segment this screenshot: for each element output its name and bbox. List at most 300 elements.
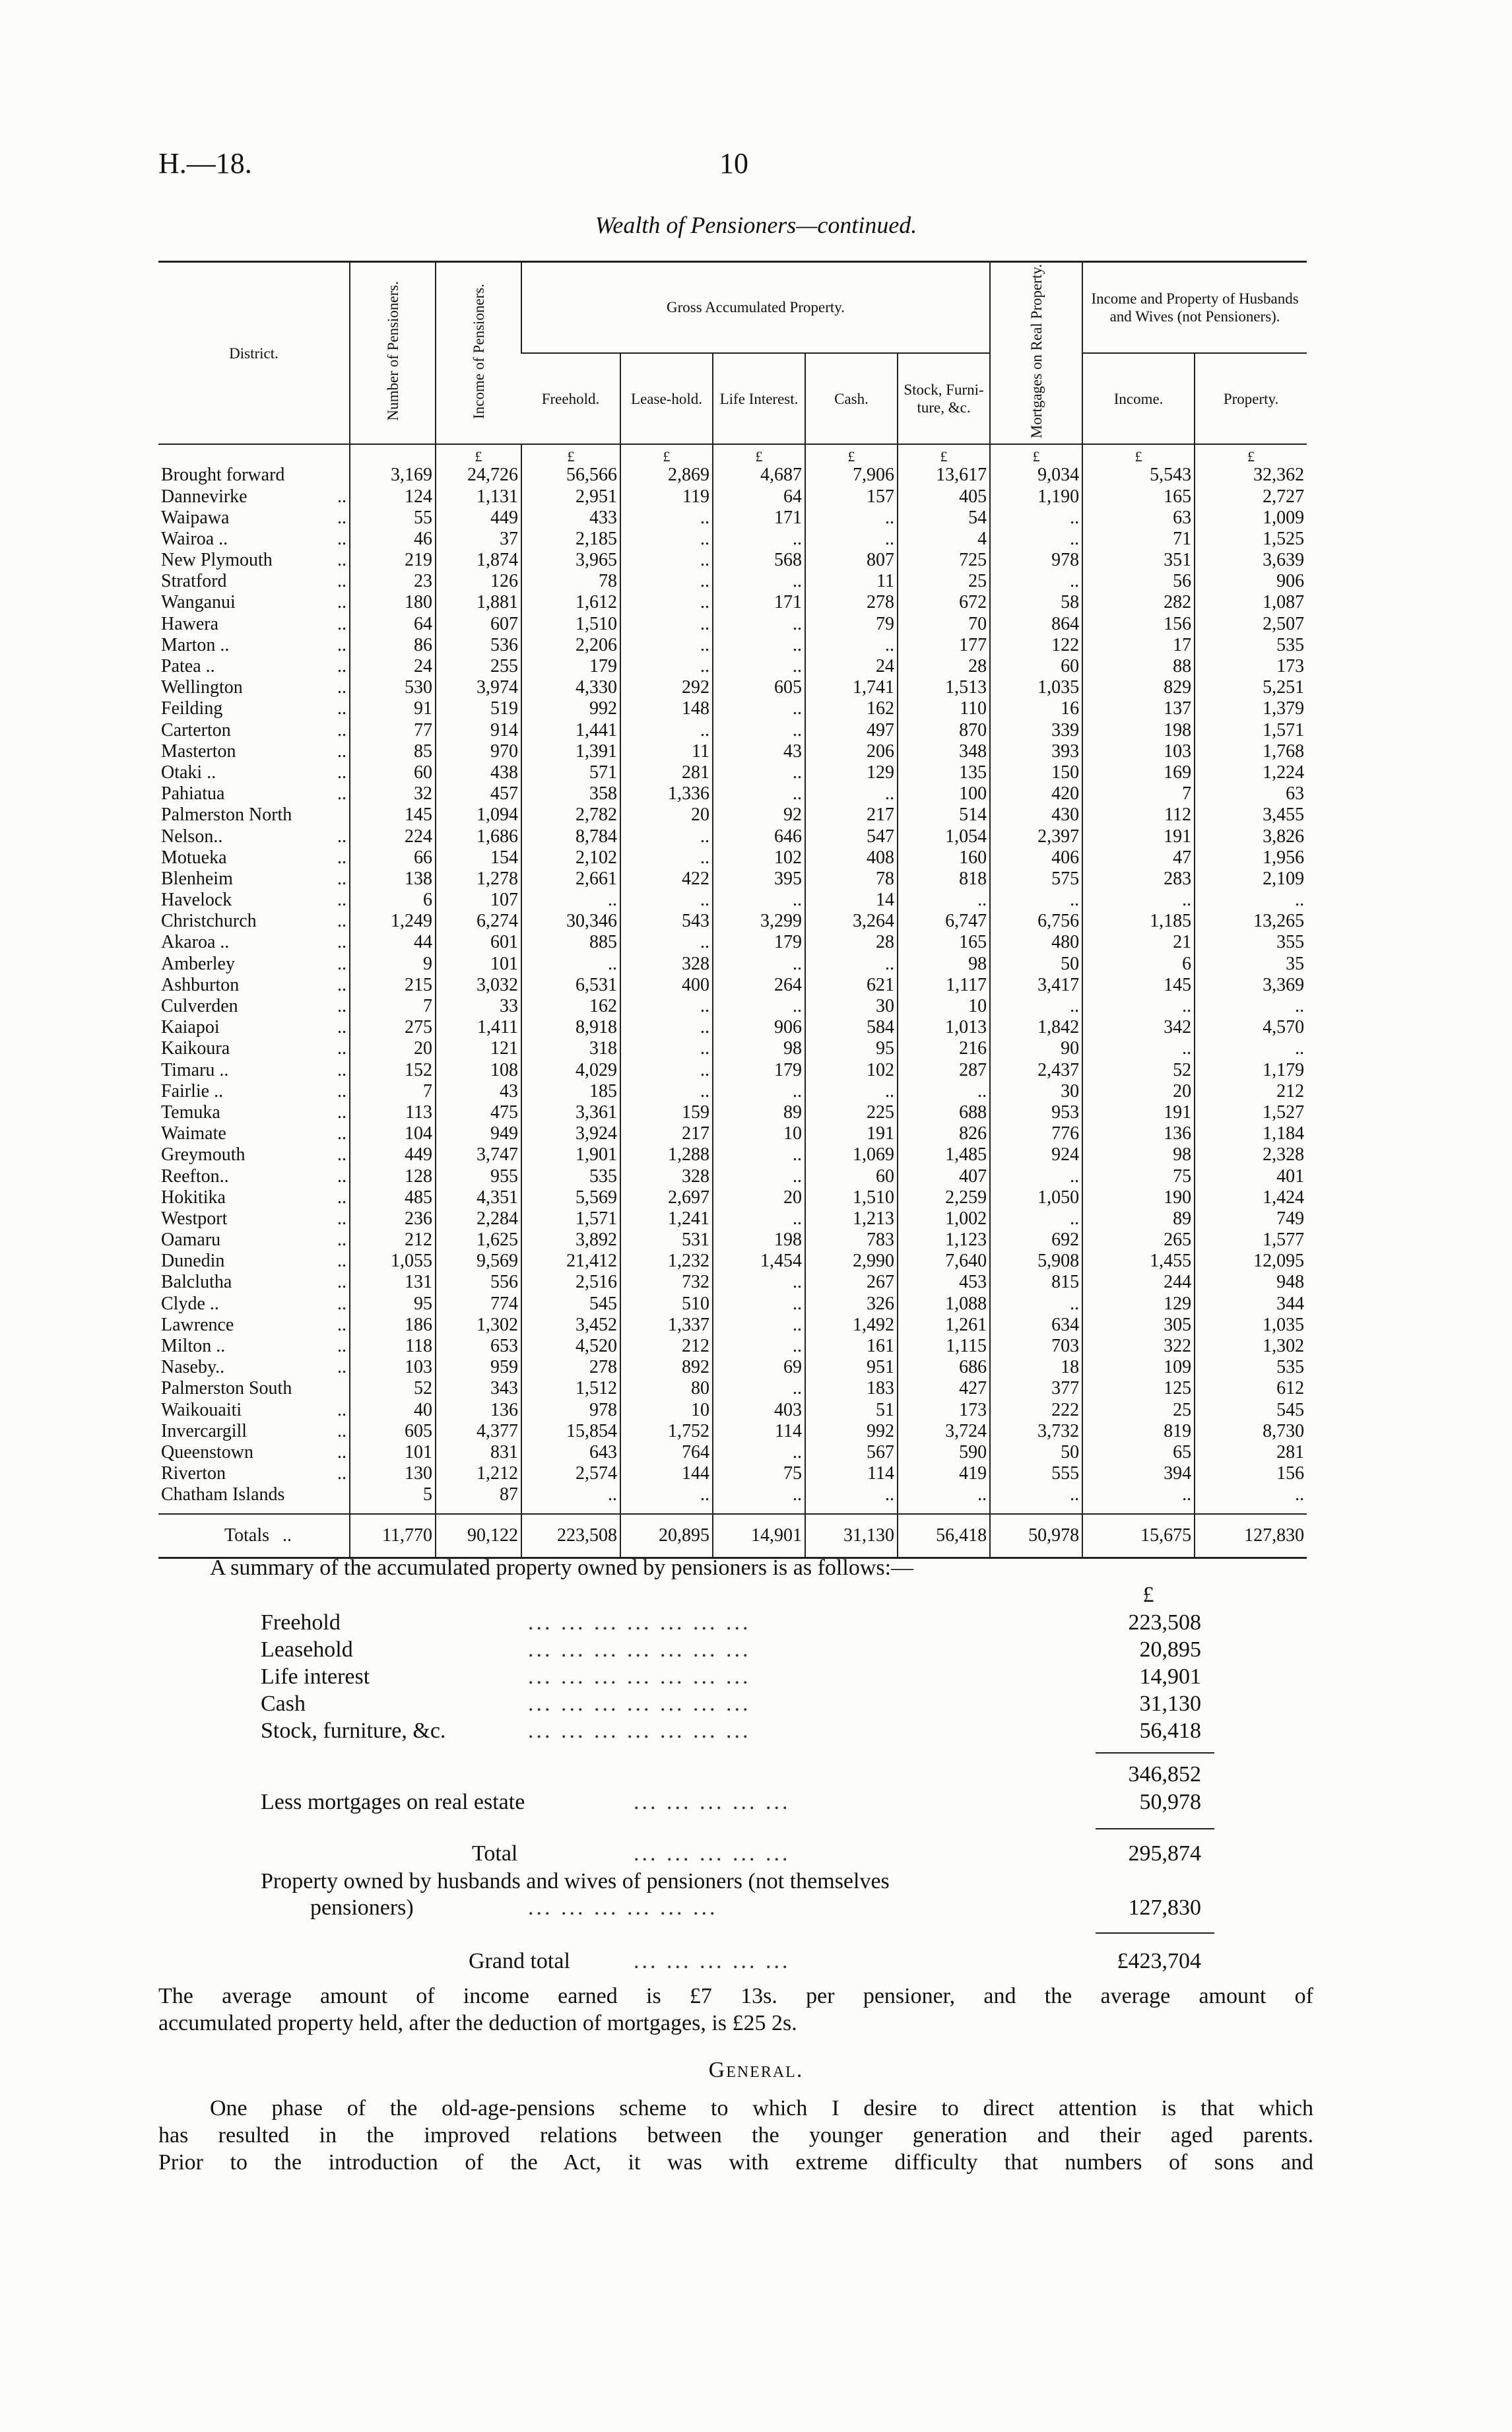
table-row bbox=[158, 783, 1307, 805]
district-leader-dots: .. bbox=[337, 1230, 346, 1251]
total-label: Total bbox=[472, 1841, 518, 1866]
value-cell: 35 bbox=[1195, 954, 1307, 975]
table-row bbox=[158, 1230, 1307, 1251]
district-cell bbox=[158, 1294, 350, 1315]
value-cell: 355 bbox=[1195, 932, 1307, 953]
value-cell: 1,485 bbox=[898, 1144, 990, 1166]
husbands-value: 127,830 bbox=[1128, 1895, 1201, 1920]
value-cell: .. bbox=[713, 1315, 805, 1336]
value-cell: 56,566 bbox=[521, 465, 620, 486]
district-name: Otaki .. bbox=[161, 762, 216, 783]
value-cell: 543 bbox=[620, 911, 713, 932]
spacer-cell bbox=[158, 1505, 350, 1514]
caption-continued: —continued. bbox=[796, 212, 917, 238]
district-cell bbox=[158, 1187, 350, 1208]
value-cell: 328 bbox=[620, 1166, 713, 1187]
district-name: Wanganui bbox=[161, 592, 236, 613]
unit-cell: £ bbox=[436, 444, 521, 465]
value-cell: 3,455 bbox=[1195, 805, 1307, 826]
value-cell: 686 bbox=[898, 1357, 990, 1378]
value-cell: 287 bbox=[898, 1059, 990, 1080]
average-line-2: accumulated property held, after the deduction of mortgages, is £25 2s. bbox=[158, 2011, 797, 2035]
summary-intro: A summary of the accumulated property owned by pensioners is as follows:— bbox=[210, 1556, 914, 1580]
value-cell: 160 bbox=[898, 847, 990, 869]
value-cell: 2,507 bbox=[1195, 614, 1307, 635]
value-cell: 519 bbox=[436, 698, 521, 719]
value-cell: 173 bbox=[898, 1399, 990, 1420]
district-name: Waikouaiti bbox=[161, 1399, 242, 1420]
value-cell: 154 bbox=[436, 847, 521, 869]
table-row bbox=[158, 571, 1307, 592]
district-cell bbox=[158, 1336, 350, 1357]
value-cell: 4,687 bbox=[713, 465, 805, 486]
value-cell: 1,612 bbox=[521, 592, 620, 613]
district-name: Wairoa .. bbox=[161, 528, 228, 549]
value-cell: 169 bbox=[1082, 762, 1195, 783]
table-row bbox=[158, 1399, 1307, 1420]
value-cell: 1,901 bbox=[521, 1144, 620, 1166]
district-leader-dots: .. bbox=[337, 1251, 346, 1272]
value-cell: 1,752 bbox=[620, 1421, 713, 1442]
value-cell: 7,640 bbox=[898, 1251, 990, 1272]
table-row bbox=[158, 847, 1307, 869]
value-cell: 4 bbox=[898, 529, 990, 550]
value-cell: 732 bbox=[620, 1272, 713, 1293]
value-cell: .. bbox=[1082, 1038, 1195, 1059]
value-cell: 535 bbox=[521, 1166, 620, 1187]
value-cell: 1,117 bbox=[898, 975, 990, 996]
value-cell: 16 bbox=[990, 698, 1082, 719]
spacer-cell bbox=[990, 1505, 1082, 1514]
value-cell: 1,302 bbox=[1195, 1336, 1307, 1357]
district-cell bbox=[158, 890, 350, 911]
value-cell: 1,625 bbox=[436, 1230, 521, 1251]
value-cell: 475 bbox=[436, 1102, 521, 1123]
unit-cell: £ bbox=[620, 444, 713, 465]
value-cell: 159 bbox=[620, 1102, 713, 1123]
table-row bbox=[158, 741, 1307, 762]
value-cell: 2,697 bbox=[620, 1187, 713, 1208]
value-cell: 10 bbox=[620, 1399, 713, 1420]
district-leader-dots: .. bbox=[337, 1336, 346, 1357]
less-mortgages-value: 50,978 bbox=[1139, 1790, 1201, 1814]
table-row bbox=[158, 869, 1307, 890]
district-leader-dots: .. bbox=[337, 1017, 346, 1038]
value-cell: 165 bbox=[1082, 486, 1195, 507]
value-cell: 7 bbox=[1082, 783, 1195, 805]
table-row bbox=[158, 762, 1307, 783]
value-cell: .. bbox=[620, 1484, 713, 1505]
value-cell: 5,908 bbox=[990, 1251, 1082, 1272]
value-cell: 2,869 bbox=[620, 465, 713, 486]
table-row bbox=[158, 911, 1307, 932]
value-cell: 173 bbox=[1195, 656, 1307, 677]
value-cell: 3,369 bbox=[1195, 975, 1307, 996]
value-cell: 6 bbox=[1082, 954, 1195, 975]
value-cell: 776 bbox=[990, 1123, 1082, 1144]
district-name: Oamaru bbox=[161, 1230, 221, 1251]
value-cell: 136 bbox=[1082, 1123, 1195, 1144]
summary-item-label: Freehold bbox=[261, 1610, 341, 1635]
unit-cell: £ bbox=[713, 444, 805, 465]
value-cell: 91 bbox=[350, 698, 436, 719]
value-cell: 556 bbox=[436, 1272, 521, 1293]
table-row bbox=[158, 614, 1307, 635]
units-row bbox=[158, 444, 1307, 465]
district-leader-dots: .. bbox=[337, 826, 346, 847]
value-cell: 3,169 bbox=[350, 465, 436, 486]
value-cell: 23 bbox=[350, 571, 436, 592]
summary-currency: £ bbox=[1142, 1583, 1154, 1607]
value-cell: 2,397 bbox=[990, 826, 1082, 847]
value-cell: 906 bbox=[1195, 571, 1307, 592]
district-leader-dots: .. bbox=[337, 783, 346, 805]
district-leader-dots: .. bbox=[337, 762, 346, 783]
value-cell: 783 bbox=[805, 1230, 898, 1251]
district-name: Carterton bbox=[161, 719, 231, 740]
value-cell: 11 bbox=[620, 741, 713, 762]
table-caption bbox=[0, 211, 1512, 239]
value-cell: 85 bbox=[350, 741, 436, 762]
value-cell: 65 bbox=[1082, 1442, 1195, 1463]
district-leader-dots: .. bbox=[337, 1080, 346, 1101]
husbands-dots: ... ... ... ... ... ... bbox=[528, 1895, 718, 1920]
value-cell: 28 bbox=[805, 932, 898, 953]
value-cell: 672 bbox=[898, 592, 990, 613]
value-cell: 774 bbox=[436, 1294, 521, 1315]
value-cell: 156 bbox=[1082, 614, 1195, 635]
value-cell: .. bbox=[1082, 890, 1195, 911]
district-leader-dots: .. bbox=[337, 740, 346, 762]
value-cell: 1,571 bbox=[521, 1208, 620, 1230]
district-cell bbox=[158, 698, 350, 719]
district-cell bbox=[158, 677, 350, 698]
unit-cell: £ bbox=[898, 444, 990, 465]
table-row bbox=[158, 996, 1307, 1017]
unit-cell: £ bbox=[1195, 444, 1307, 465]
value-cell: 453 bbox=[898, 1272, 990, 1293]
value-cell: 52 bbox=[350, 1378, 436, 1399]
value-cell: 1,525 bbox=[1195, 529, 1307, 550]
value-cell: 135 bbox=[898, 762, 990, 783]
value-cell: 183 bbox=[805, 1378, 898, 1399]
value-cell: 215 bbox=[350, 975, 436, 996]
district-name: Blenheim bbox=[161, 868, 233, 889]
table-row bbox=[158, 1463, 1307, 1484]
value-cell: 497 bbox=[805, 719, 898, 740]
district-leader-dots: .. bbox=[337, 571, 346, 592]
value-cell: 358 bbox=[521, 783, 620, 805]
district-name: Milton .. bbox=[161, 1336, 226, 1357]
less-mortgages-label: Less mortgages on real estate bbox=[261, 1790, 525, 1814]
value-cell: 1,571 bbox=[1195, 719, 1307, 740]
value-cell: 1,302 bbox=[436, 1315, 521, 1336]
value-cell: 32 bbox=[350, 783, 436, 805]
value-cell: 545 bbox=[521, 1294, 620, 1315]
summary-item-value: 56,418 bbox=[1139, 1719, 1201, 1743]
value-cell: 1,232 bbox=[620, 1251, 713, 1272]
value-cell: .. bbox=[1082, 996, 1195, 1017]
value-cell: .. bbox=[1195, 996, 1307, 1017]
value-cell: 1,278 bbox=[436, 869, 521, 890]
value-cell: .. bbox=[1195, 1484, 1307, 1505]
value-cell: 278 bbox=[805, 592, 898, 613]
value-cell: 78 bbox=[521, 571, 620, 592]
value-cell: 1,288 bbox=[620, 1144, 713, 1166]
value-cell: 1,881 bbox=[436, 592, 521, 613]
value-cell: .. bbox=[620, 550, 713, 571]
value-cell: 1,527 bbox=[1195, 1102, 1307, 1123]
unit-cell: £ bbox=[990, 444, 1082, 465]
page-reference: H.—18. bbox=[158, 147, 252, 180]
value-cell: 393 bbox=[990, 741, 1082, 762]
district-leader-dots: .. bbox=[337, 507, 346, 528]
value-cell: 275 bbox=[350, 1017, 436, 1038]
value-cell: 165 bbox=[898, 932, 990, 953]
value-cell: .. bbox=[620, 508, 713, 529]
table-row bbox=[158, 954, 1307, 975]
total-value-cell: 223,508 bbox=[521, 1514, 620, 1558]
value-cell: 1,224 bbox=[1195, 762, 1307, 783]
value-cell: 212 bbox=[620, 1336, 713, 1357]
total-dots: ... ... ... ... ... bbox=[634, 1841, 791, 1866]
district-name: Pahiatua bbox=[161, 783, 225, 805]
district-name: Westport bbox=[161, 1208, 228, 1229]
value-cell: .. bbox=[898, 1484, 990, 1505]
district-leader-dots: .. bbox=[337, 1059, 346, 1080]
value-cell: 98 bbox=[713, 1038, 805, 1059]
value-cell: 24 bbox=[350, 656, 436, 677]
summary-item-value: 14,901 bbox=[1139, 1664, 1201, 1689]
total-value-cell: 11,770 bbox=[350, 1514, 436, 1558]
value-cell: 590 bbox=[898, 1442, 990, 1463]
district-name: Kaikoura bbox=[161, 1038, 230, 1059]
value-cell: 449 bbox=[436, 508, 521, 529]
district-cell bbox=[158, 826, 350, 847]
value-cell: .. bbox=[713, 698, 805, 719]
value-cell: 924 bbox=[990, 1144, 1082, 1166]
table-row bbox=[158, 1059, 1307, 1080]
value-cell: 2,328 bbox=[1195, 1144, 1307, 1166]
value-cell: 191 bbox=[805, 1123, 898, 1144]
value-cell: 8,784 bbox=[521, 826, 620, 847]
value-cell: 1,513 bbox=[898, 677, 990, 698]
value-cell: 33 bbox=[436, 996, 521, 1017]
value-cell: 63 bbox=[1082, 508, 1195, 529]
value-cell: 103 bbox=[1082, 741, 1195, 762]
district-cell bbox=[158, 635, 350, 656]
table-row bbox=[158, 1123, 1307, 1144]
value-cell: 198 bbox=[1082, 719, 1195, 740]
value-cell: .. bbox=[713, 719, 805, 740]
value-cell: 129 bbox=[805, 762, 898, 783]
value-cell: 90 bbox=[990, 1038, 1082, 1059]
value-cell: 71 bbox=[1082, 529, 1195, 550]
value-cell: .. bbox=[990, 571, 1082, 592]
value-cell: 104 bbox=[350, 1123, 436, 1144]
value-cell: .. bbox=[805, 508, 898, 529]
value-cell: 180 bbox=[350, 592, 436, 613]
value-cell: 510 bbox=[620, 1294, 713, 1315]
value-cell: 3,974 bbox=[436, 677, 521, 698]
district-cell bbox=[158, 1166, 350, 1187]
value-cell: 970 bbox=[436, 741, 521, 762]
value-cell: 25 bbox=[1082, 1399, 1195, 1420]
district-name: Fairlie .. bbox=[161, 1080, 224, 1101]
value-cell: 688 bbox=[898, 1102, 990, 1123]
value-cell: .. bbox=[713, 1336, 805, 1357]
table-row bbox=[158, 508, 1307, 529]
district-cell bbox=[158, 975, 350, 996]
value-cell: 114 bbox=[805, 1463, 898, 1484]
value-cell: 152 bbox=[350, 1059, 436, 1080]
value-cell: 6,747 bbox=[898, 911, 990, 932]
value-cell: 955 bbox=[436, 1166, 521, 1187]
value-cell: .. bbox=[713, 1442, 805, 1463]
district-cell bbox=[158, 996, 350, 1017]
value-cell: 101 bbox=[350, 1442, 436, 1463]
value-cell: 3,361 bbox=[521, 1102, 620, 1123]
value-cell: 348 bbox=[898, 741, 990, 762]
value-cell: 3,299 bbox=[713, 911, 805, 932]
district-cell bbox=[158, 847, 350, 869]
district-cell bbox=[158, 656, 350, 677]
spacer-cell bbox=[521, 1505, 620, 1514]
value-cell: 480 bbox=[990, 932, 1082, 953]
table-row bbox=[158, 826, 1307, 847]
value-cell: .. bbox=[898, 1081, 990, 1102]
district-cell bbox=[158, 508, 350, 529]
value-cell: 217 bbox=[805, 805, 898, 826]
value-cell: 1,013 bbox=[898, 1017, 990, 1038]
value-cell: .. bbox=[713, 1378, 805, 1399]
district-leader-dots: .. bbox=[337, 911, 346, 932]
district-cell bbox=[158, 465, 350, 486]
value-cell: 401 bbox=[1195, 1166, 1307, 1187]
col-income-header: Income of Pensioners. bbox=[436, 262, 521, 445]
value-cell: 1,510 bbox=[805, 1187, 898, 1208]
value-cell: 95 bbox=[805, 1038, 898, 1059]
total-value-cell: 50,978 bbox=[990, 1514, 1082, 1558]
col-life-header: Life Interest. bbox=[713, 353, 805, 444]
value-cell: 427 bbox=[898, 1378, 990, 1399]
value-cell: .. bbox=[990, 1294, 1082, 1315]
summary-rule-2 bbox=[1096, 1828, 1214, 1829]
total-value: 295,874 bbox=[1128, 1841, 1201, 1866]
table-row bbox=[158, 1315, 1307, 1336]
district-name: Queenstown bbox=[161, 1441, 253, 1462]
table-row bbox=[158, 975, 1307, 996]
value-cell: 3,965 bbox=[521, 550, 620, 571]
district-leader-dots: .. bbox=[337, 1357, 346, 1378]
value-cell: 54 bbox=[898, 508, 990, 529]
table-row bbox=[158, 1038, 1307, 1059]
value-cell: 1,088 bbox=[898, 1294, 990, 1315]
value-cell: 18 bbox=[990, 1357, 1082, 1378]
district-name: Naseby.. bbox=[161, 1357, 225, 1378]
husbands-label-1: Property owned by husbands and wives of pensioners (not themselves bbox=[261, 1869, 890, 1893]
value-cell: 15,854 bbox=[521, 1421, 620, 1442]
value-cell: 978 bbox=[521, 1399, 620, 1420]
value-cell: .. bbox=[620, 1081, 713, 1102]
value-cell: 2,727 bbox=[1195, 486, 1307, 507]
district-name: Culverden bbox=[161, 996, 238, 1017]
value-cell: 63 bbox=[1195, 783, 1307, 805]
value-cell: 949 bbox=[436, 1123, 521, 1144]
spacer-cell bbox=[898, 1505, 990, 1514]
value-cell: 1,424 bbox=[1195, 1187, 1307, 1208]
value-cell: 43 bbox=[436, 1081, 521, 1102]
value-cell: 225 bbox=[805, 1102, 898, 1123]
value-cell: 992 bbox=[521, 698, 620, 719]
value-cell: 69 bbox=[713, 1357, 805, 1378]
value-cell: 30 bbox=[805, 996, 898, 1017]
table-row bbox=[158, 1017, 1307, 1038]
unit-cell: £ bbox=[521, 444, 620, 465]
value-cell: 46 bbox=[350, 529, 436, 550]
value-cell: 1,035 bbox=[990, 677, 1082, 698]
total-value-cell: 31,130 bbox=[805, 1514, 898, 1558]
value-cell: 1,741 bbox=[805, 677, 898, 698]
value-cell: 6,756 bbox=[990, 911, 1082, 932]
value-cell: 66 bbox=[350, 847, 436, 869]
value-cell: 2,782 bbox=[521, 805, 620, 826]
total-value-cell: 15,675 bbox=[1082, 1514, 1195, 1558]
table-row bbox=[158, 1144, 1307, 1166]
value-cell: 121 bbox=[436, 1038, 521, 1059]
value-cell: 3,924 bbox=[521, 1123, 620, 1144]
district-leader-dots: .. bbox=[337, 1441, 346, 1462]
value-cell: 7 bbox=[350, 996, 436, 1017]
value-cell: .. bbox=[521, 1484, 620, 1505]
district-leader-dots: .. bbox=[337, 550, 346, 571]
value-cell: 326 bbox=[805, 1294, 898, 1315]
value-cell: 605 bbox=[713, 677, 805, 698]
district-cell bbox=[158, 1272, 350, 1293]
value-cell: 198 bbox=[713, 1230, 805, 1251]
value-cell: 485 bbox=[350, 1187, 436, 1208]
value-cell: 1,874 bbox=[436, 550, 521, 571]
district-name: Riverton bbox=[161, 1463, 226, 1484]
value-cell: 2,951 bbox=[521, 486, 620, 507]
value-cell: 30 bbox=[990, 1081, 1082, 1102]
district-leader-dots: .. bbox=[337, 656, 346, 677]
value-cell: 206 bbox=[805, 741, 898, 762]
value-cell: .. bbox=[713, 996, 805, 1017]
table-row bbox=[158, 1378, 1307, 1399]
value-cell: 51 bbox=[805, 1399, 898, 1420]
table-row bbox=[158, 1208, 1307, 1230]
value-cell: 24 bbox=[805, 656, 898, 677]
value-cell: 1,213 bbox=[805, 1208, 898, 1230]
district-leader-dots: .. bbox=[337, 1399, 346, 1420]
value-cell: 88 bbox=[1082, 656, 1195, 677]
value-cell: 1,184 bbox=[1195, 1123, 1307, 1144]
value-cell: 50 bbox=[990, 954, 1082, 975]
value-cell: 13,265 bbox=[1195, 911, 1307, 932]
value-cell: .. bbox=[713, 1166, 805, 1187]
value-cell: 6,274 bbox=[436, 911, 521, 932]
table-row bbox=[158, 465, 1307, 486]
value-cell: 1,510 bbox=[521, 614, 620, 635]
value-cell: 328 bbox=[620, 954, 713, 975]
table-row bbox=[158, 1166, 1307, 1187]
district-cell bbox=[158, 592, 350, 613]
value-cell: 185 bbox=[521, 1081, 620, 1102]
value-cell: 807 bbox=[805, 550, 898, 571]
totals-label: Totals bbox=[224, 1525, 270, 1546]
value-cell: 20 bbox=[1082, 1081, 1195, 1102]
